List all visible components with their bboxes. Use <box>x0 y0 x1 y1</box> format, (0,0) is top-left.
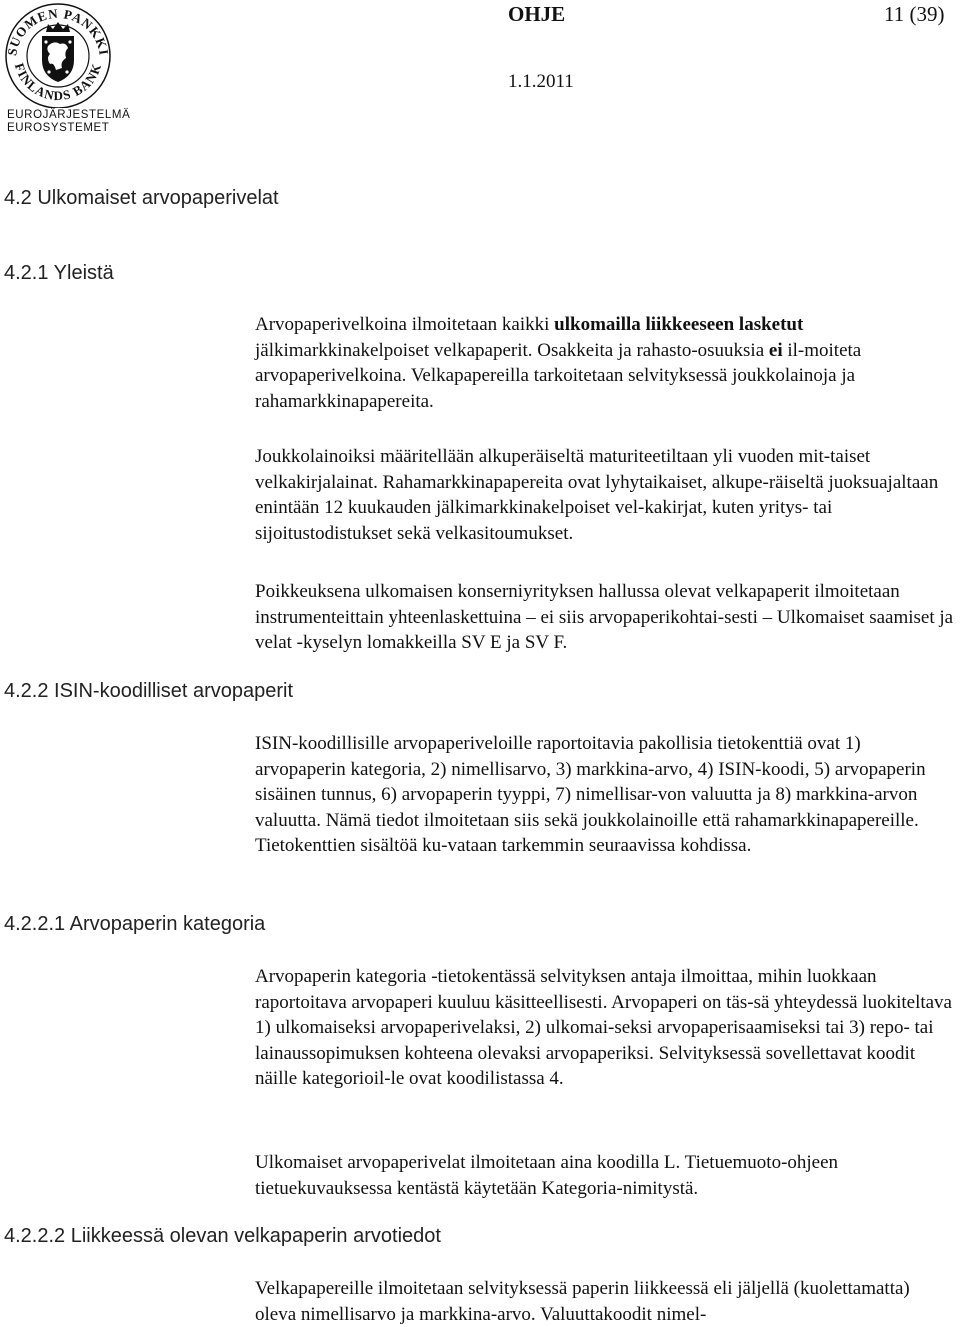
document-date: 1.1.2011 <box>508 71 574 92</box>
paragraph-category-code: Ulkomaiset arvopaperivelat ilmoitetaan aina koodilla L. Tietuemuoto-ohjeen tietuekuvauksessa kentästä käytetään Kategoria-nimitystä. <box>255 1152 839 1199</box>
suomen-pankki-logo <box>4 2 131 134</box>
paragraph-isin-fields: ISIN-koodillisille arvopaperiveloille raportoitavia pakollisia tietokenttiä ovat 1) arvopaperin kategoria, 2) nimellisarvo, 3) markkina-arvo, 4) ISIN-koodi, 5) arvopaperin sisäinen tunnus, 6) arvopaperin tyyppi, 7) nimellisar-von valuutta ja 8) markkina-arvon valuutta. Nämä tiedot ilmoitetaan siis sekä joukkolainoille että rahamarkkinapapereille. Tietokenttien sisältöä ku-vataan tarkemmin seuraavissa kohdissa. <box>255 733 926 857</box>
heading-4-2-2-2: 4.2.2.2 Liikkeessä olevan velkapaperin arvotiedot <box>4 1225 441 1247</box>
heading-4-2-2-1: 4.2.2.1 Arvopaperin kategoria <box>4 913 266 935</box>
heading-4-2-1: 4.2.1 Yleistä <box>4 262 114 284</box>
eurosystem-label-sv: EUROSYSTEMET <box>7 122 110 134</box>
heading-4-2: 4.2 Ulkomaiset arvopaperivelat <box>4 187 279 209</box>
svg-text:FINLANDS BANK: FINLANDS BANK <box>11 61 105 104</box>
paragraph-value-data: Velkapapereille ilmoitetaan selvityksessä paperin liikkeessä eli jäljellä (kuolettamatta) oleva nimellisarvo ja markkina-arvo. Valuuttakoodit nimel- <box>255 1278 910 1325</box>
paragraph-category-field: Arvopaperin kategoria -tietokentässä selvityksen antaja ilmoittaa, mihin luokkaan raportoitava arvopaperi kuuluu käsitteellisesti. Arvopaperi on täs-sä yhteydessä luokiteltava 1) ulkomaiseksi arvopaperivelaksi, 2) ulkomai-seksi arvopaperisaamiseksi tai 3) repo- tai lainaussopimuksen kohteena olevaksi arvopaperiksi. Selvityksessä sovellettavat koodit näille kategorioil-le ovat koodilistassa 4. <box>255 966 952 1090</box>
document-type: OHJE <box>508 2 566 26</box>
page-number: 11 (39) <box>884 2 945 26</box>
paragraph-general-intro: Arvopaperivelkoina ilmoitetaan kaikki ulkomailla liikkeeseen lasketut jälkimarkkinakelpoiset velkapaperit. Osakkeita ja rahasto-osuuksia ei il-moiteta arvopaperivelkoina. Velkapapereilla tarkoitetaan selvityksessä joukkolainoja ja rahamarkkinapapereita. <box>255 314 862 412</box>
svg-text:SUOMEN PANKKI: SUOMEN PANKKI <box>4 5 112 57</box>
emphasis-not: ei <box>768 339 783 361</box>
paragraph-bond-definition: Joukkolainoiksi määritellään alkuperäiseltä maturiteetiltaan yli vuoden mit-taiset velkakirjalainat. Rahamarkkinapapereita ovat lyhytaikaiset, alkupe-räiseltä juoksuajaltaan enintään 12 kuukauden jälkimarkkinakelpoiset vel-kakirjat, kuten yritys- tai sijoitustodistukset sekä velkasitoumukset. <box>255 446 939 544</box>
heading-4-2-2: 4.2.2 ISIN-koodilliset arvopaperit <box>4 680 294 702</box>
emphasis-issued-abroad: ulkomailla liikkeeseen lasketut <box>554 314 804 335</box>
paragraph-exception: Poikkeuksena ulkomaisen konserniyrityksen hallussa olevat velkapaperit ilmoitetaan instrumenteittain yhteenlaskettuina – ei siis arvopaperikohtai-sesti – Ulkomaiset saamiset ja velat -kyselyn lomakkeilla SV E ja SV F. <box>255 581 954 654</box>
eurosystem-label-fi: EUROJÄRJESTELMÄ <box>7 109 131 121</box>
bank-seal-icon <box>4 2 114 108</box>
